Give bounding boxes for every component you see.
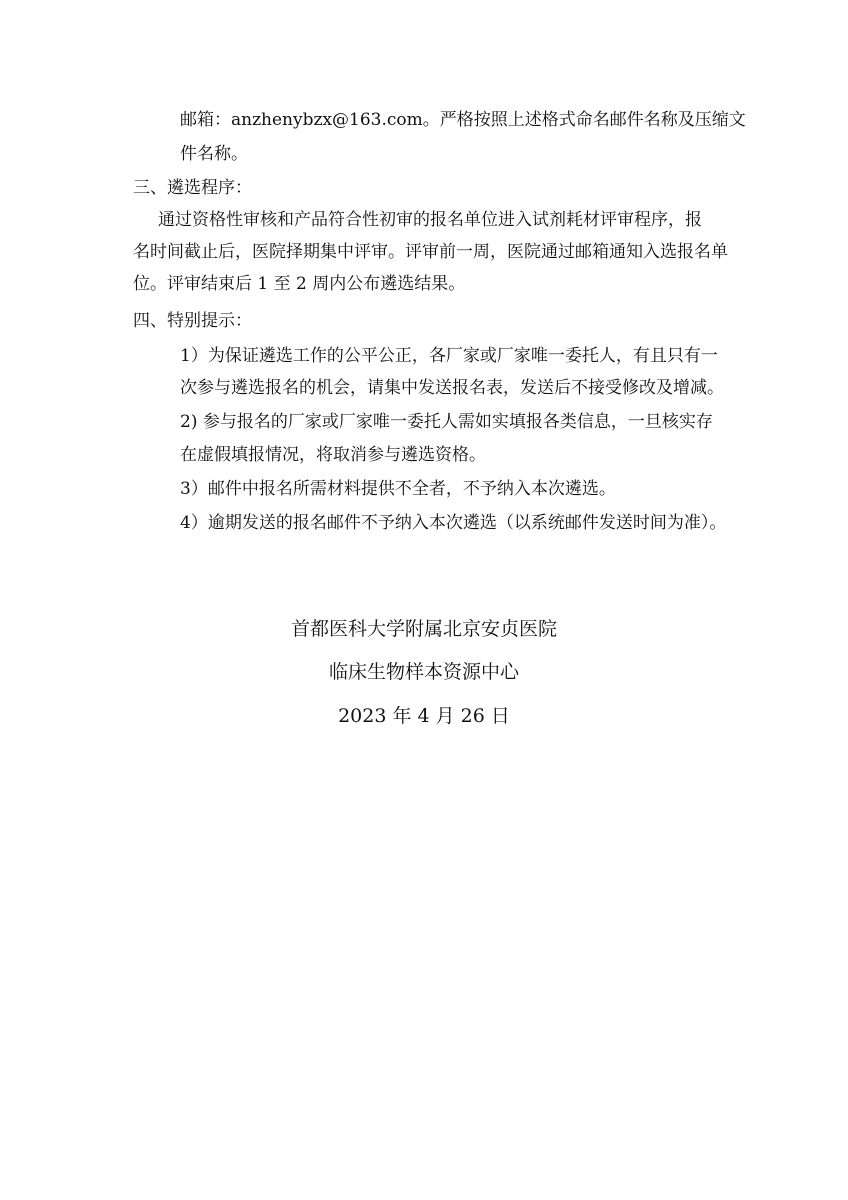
email-line-2: 件名称。 <box>180 144 248 164</box>
signature-department: 临床生物样本资源中心 <box>328 661 519 683</box>
notice-2-line-2: 在虚假填报情况，将取消参与遴选资格。 <box>180 445 486 465</box>
section-3-line-1: 通过资格性审核和产品符合性初审的报名单位进入试剂耗材评审程序，报 <box>158 210 702 230</box>
email-line-1: 邮箱：anzhenybzx@163.com。严格按照上述格式命名邮件名称及压缩文 <box>180 110 746 130</box>
notice-3-line-1: 3）邮件中报名所需材料提供不全者，不予纳入本次遴选。 <box>180 479 616 499</box>
section-3-line-2: 名时间截止后，医院择期集中评审。评审前一周，医院通过邮箱通知入选报名单 <box>133 242 728 262</box>
section-4-heading: 四、特别提示： <box>133 311 252 331</box>
notice-2-line-1: 2) 参与报名的厂家或厂家唯一委托人需如实填报各类信息，一旦核实存 <box>180 412 713 432</box>
section-3-heading: 三、遴选程序： <box>133 178 252 198</box>
notice-4-line-1: 4）逾期发送的报名邮件不予纳入本次遴选（以系统邮件发送时间为准）。 <box>180 513 727 533</box>
section-3-line-3: 位。评审结束后 1 至 2 周内公布遴选结果。 <box>133 274 466 294</box>
notice-1-line-2: 次参与遴选报名的机会，请集中发送报名表，发送后不接受修改及增减。 <box>180 378 724 398</box>
notice-1-line-1: 1）为保证遴选工作的公平公正，各厂家或厂家唯一委托人，有且只有一 <box>180 346 718 366</box>
signature-date: 2023 年 4 月 26 日 <box>338 705 510 727</box>
signature-organization: 首都医科大学附属北京安贞医院 <box>290 618 557 640</box>
